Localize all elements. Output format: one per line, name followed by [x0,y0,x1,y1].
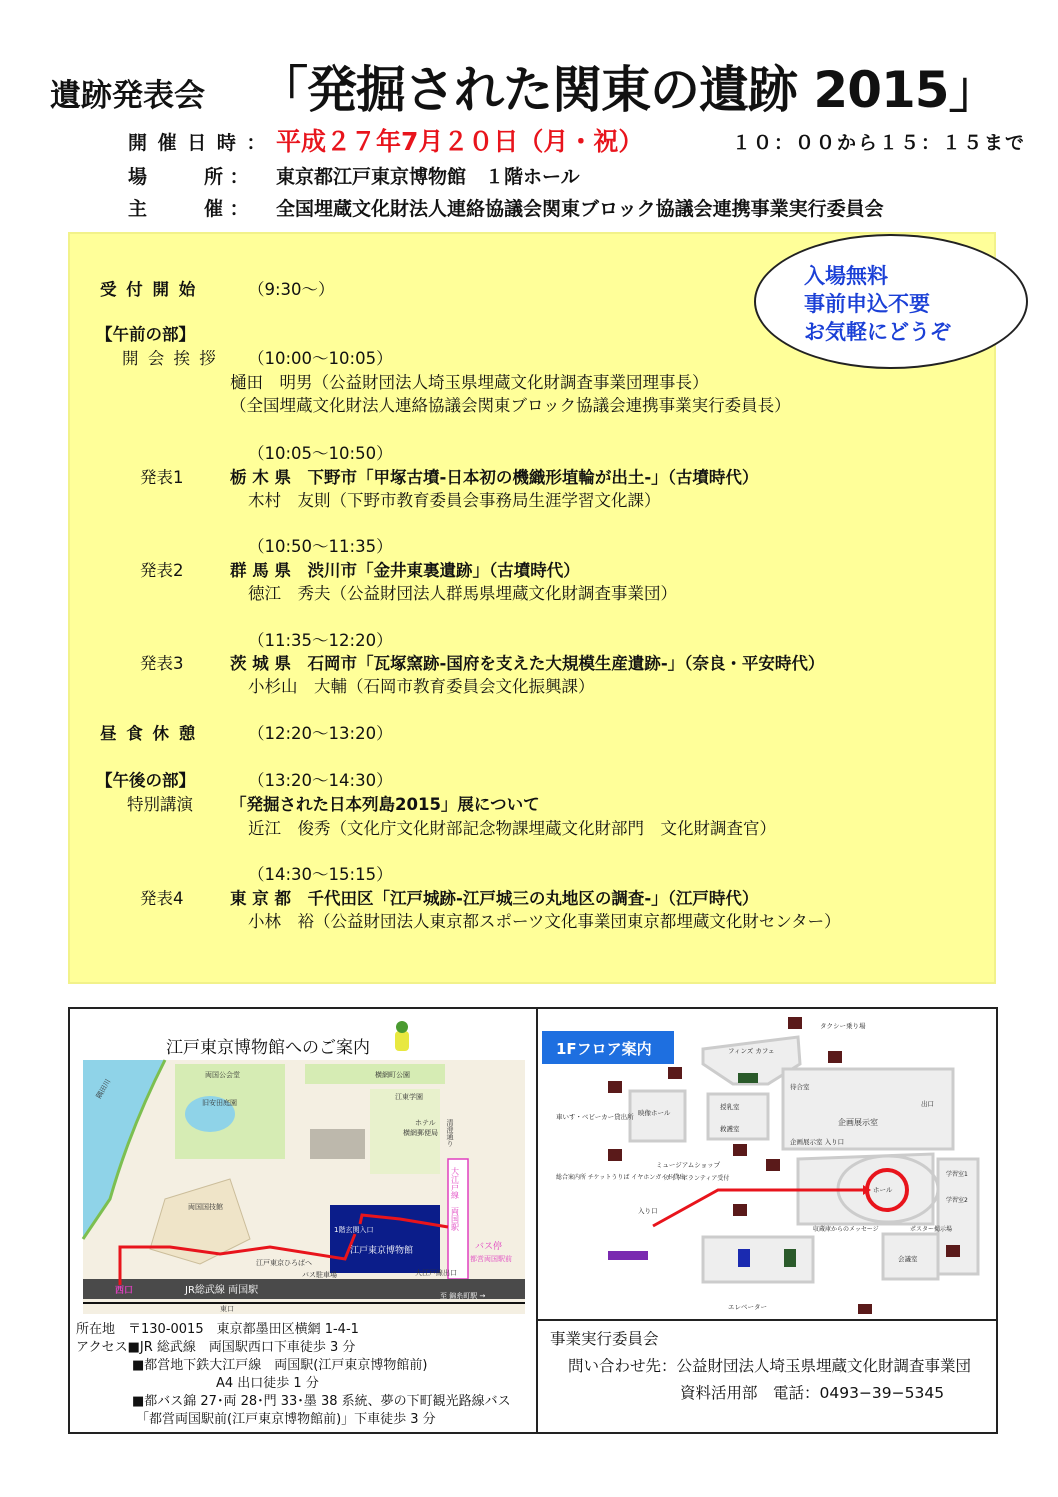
label-park: 横網町公園 [375,1071,410,1079]
opening-speaker: 樋田 明男（公益財団法人埼玉県埋蔵文化財調査事業団理事長） [230,373,709,392]
label-study1: 学習室1 [946,1171,968,1178]
elevator-icon [738,1249,750,1267]
notice-welcome: お気軽にどうぞ [804,320,951,344]
label-river: 隅田川 [94,1077,113,1100]
label-cafe: フィンズ カフェ [728,1047,775,1055]
label-to-kinshicho: 至 錦糸町駅 → [440,1292,486,1300]
talk4-time: （14:30〜15:15） [248,865,393,884]
special-label: 特別講演 [127,795,193,814]
label-entrance: 1階玄関入口 [334,1226,374,1234]
access-jr: アクセス■JR 総武線 両国駅西口下車徒歩 3 分 [76,1340,356,1355]
reception-time: （9:30〜） [248,280,335,299]
talk1-time: （10:05〜10:50） [248,444,393,463]
label-street: 清澄通り [446,1119,454,1147]
notice-free: 入場無料 [804,264,888,288]
museum-building [330,1205,440,1273]
phone-icon [766,1159,780,1171]
talk3-time: （11:35〜12:20） [248,631,393,650]
program-box [68,232,996,984]
label-message: 収蔵庫からのメッセージ [813,1226,879,1233]
notice-no-reg: 事前申込不要 [804,292,930,316]
label-shop: ミュージアムショップ [656,1161,721,1169]
afternoon-label: 【午後の部】 [96,771,195,790]
label-west-exit: 西口 [115,1286,134,1296]
talk2-speaker: 徳江 秀夫（公益財団法人群馬県埋蔵文化財調査事業団） [248,584,677,603]
elevator-icon-3 [738,1073,758,1083]
label-nursing: 授乳室 [720,1103,740,1111]
umbrella-icon [608,1149,622,1161]
opening-time: （10:00〜10:05） [248,349,393,368]
escalator-icon [608,1251,648,1260]
reception-label: 受 付 開 始 [100,280,198,299]
host-label: 主 催 ： [128,198,249,220]
map-title: 江戸東京博物館へのご案内 [166,1038,370,1058]
label-exhibit-entrance: 企画展示室 入り口 [790,1138,845,1146]
talk4-title: 東 京 都 千代田区「江戸城跡-江戸城三の丸地区の調査-」（江戸時代） [230,889,759,908]
floor-map-title: 1Fフロア案内 [556,1040,652,1058]
time-value: １０：００から１５：１５まで [732,132,1027,154]
access-oedo-exit: A4 出口徒歩 1 分 [216,1376,319,1391]
event-title: 「発掘された関東の遺跡 2015」 [258,61,998,119]
label-bus-stop: バス停 [475,1242,503,1252]
restroom-icon-2 [733,1204,747,1216]
talk2-label: 発表2 [140,561,184,580]
label-info: 総合案内所 チケットうりば イヤホンガイド貸出 [556,1174,686,1181]
floor-map [538,1009,996,1317]
talk1-label: 発表1 [140,468,184,487]
lunch-label: 昼 食 休 憩 [100,724,198,743]
label-entrance-floor: 入り口 [638,1207,658,1215]
coin-locker-icon [608,1081,622,1093]
special-speaker: 近江 俊秀（文化庁文化財部記念物課埋蔵文化財部門 文化財調査官） [248,819,776,838]
talk1-speaker: 木村 友則（下野市教育委員会事務局生涯学習文化課） [248,491,661,510]
label-study2: 学習室2 [946,1197,968,1204]
elevator-icon-2 [784,1249,796,1267]
inquiry: 問い合わせ先：公益財団法人埼玉県埋蔵文化財調査事業団 [568,1357,972,1375]
talk3-speaker: 小杉山 大輔（石岡市教育委員会文化振興課） [248,677,595,696]
opening-label: 開 会 挨 拶 [122,349,218,368]
label-waiting: 待合室 [790,1083,810,1091]
talk1-title: 栃 木 県 下野市「甲塚古墳-日本初の機織形埴輪が出土-」（古墳時代） [230,468,759,487]
label-post: 横網郵便局 [403,1129,438,1137]
inquiry-phone: 資料活用部 電話：0493−39−5345 [680,1384,945,1402]
access-bus-stop: 「都営両国駅前(江戸東京博物館前)」下車徒歩 3 分 [136,1412,436,1427]
label-elevator: エレベーター [728,1303,767,1311]
host-value: 全国埋蔵文化財法人連絡協議会関東ブロック協議会連携事業実行委員会 [276,198,884,220]
restroom-icon-3 [946,1245,960,1257]
talk3-label: 発表3 [140,654,184,673]
date-value: 平成２７年7月２０日（月・祝） [276,127,644,156]
label-school: 江東学園 [395,1093,423,1101]
taxi-icon [788,1017,802,1029]
committee-name: 事業実行委員会 [550,1330,659,1348]
venue-value: 東京都江戸東京博物館 １階ホール [276,166,580,188]
label-jr-station: JR総武線 両国駅 [185,1285,259,1296]
label-bus-parking: バス駐車場 [302,1271,337,1279]
label-bus-stop-name: 都営両国駅前 [470,1255,512,1263]
label-oedo-exit: 大江戸線出口 [415,1269,457,1277]
special-title: 「発掘された日本列島2015」展について [230,795,540,814]
label-video-hall: 映像ホール [638,1109,671,1117]
label-wheelchair: 車いす・ベビーカー貸出所 [556,1113,634,1121]
label-hall: ホール [873,1186,893,1194]
label-hall: 両国公会堂 [205,1071,240,1079]
label-plaza: 江戸東京ひろばへ [256,1259,312,1267]
lunch-time: （12:20〜13:20） [248,724,393,743]
morning-label: 【午前の部】 [96,325,195,344]
label-guide: ガイドボランティア受付 [664,1175,730,1182]
venue-label: 場 所 ： [128,166,249,188]
smoking-icon [858,1304,872,1314]
label-meeting: 会議室 [898,1255,918,1263]
access-map [70,1009,536,1314]
wheelchair-icon [668,1067,682,1079]
talk4-label: 発表4 [140,889,184,908]
opening-speaker-role: （全国埋蔵文化財法人連絡協議会関東ブロック協議会連携事業実行委員長） [230,396,791,415]
label-exhibit: 企画展示室 [838,1118,878,1127]
mascot-icon [395,1021,409,1051]
label-firstaid: 救護室 [720,1125,740,1133]
divider-horizontal [536,1319,996,1321]
talk2-title: 群 馬 県 渋川市「金井東裏遺跡」（古墳時代） [230,561,580,580]
talk3-title: 茨 城 県 石岡市「瓦塚窯跡-国府を支えた大規模生産遺跡-」（奈良・平安時代） [230,654,825,673]
label-poster: ポスター掲示場 [910,1226,953,1233]
access-bus: ■都バス錦 27･両 28･門 33･墨 38 系統、夢の下町観光路線バス [132,1394,511,1409]
stairs-icon [828,1051,842,1063]
restroom-icon [733,1144,747,1156]
talk4-speaker: 小林 裕（公益財団法人東京都スポーツ文化事業団東京都埋蔵文化財センター） [248,912,841,931]
event-subtitle: 遺跡発表会 [50,78,205,114]
label-kokugikan: 両国国技館 [188,1203,223,1211]
label-exit: 出口 [921,1100,934,1108]
date-label: 開 催 日 時 ： [128,132,268,154]
afternoon-time: （13:20〜14:30） [248,771,393,790]
label-garden: 旧安田庭園 [202,1099,237,1107]
notice-ellipse [754,234,1028,369]
label-taxi: タクシー乗り場 [820,1022,866,1030]
access-address: 所在地 〒130-0015 東京都墨田区横網 1-4-1 [76,1322,359,1337]
label-hotel: ホテル [415,1119,436,1127]
info-box [68,1007,998,1434]
talk2-time: （10:50〜11:35） [248,537,393,556]
label-museum: 江戸東京博物館 [350,1246,414,1256]
label-oedo-line: 大江戸線 両国駅 [450,1167,460,1231]
label-east-exit: 東口 [220,1305,234,1313]
access-oedo: ■都営地下鉄大江戸線 両国駅(江戸東京博物館前) [132,1358,428,1373]
